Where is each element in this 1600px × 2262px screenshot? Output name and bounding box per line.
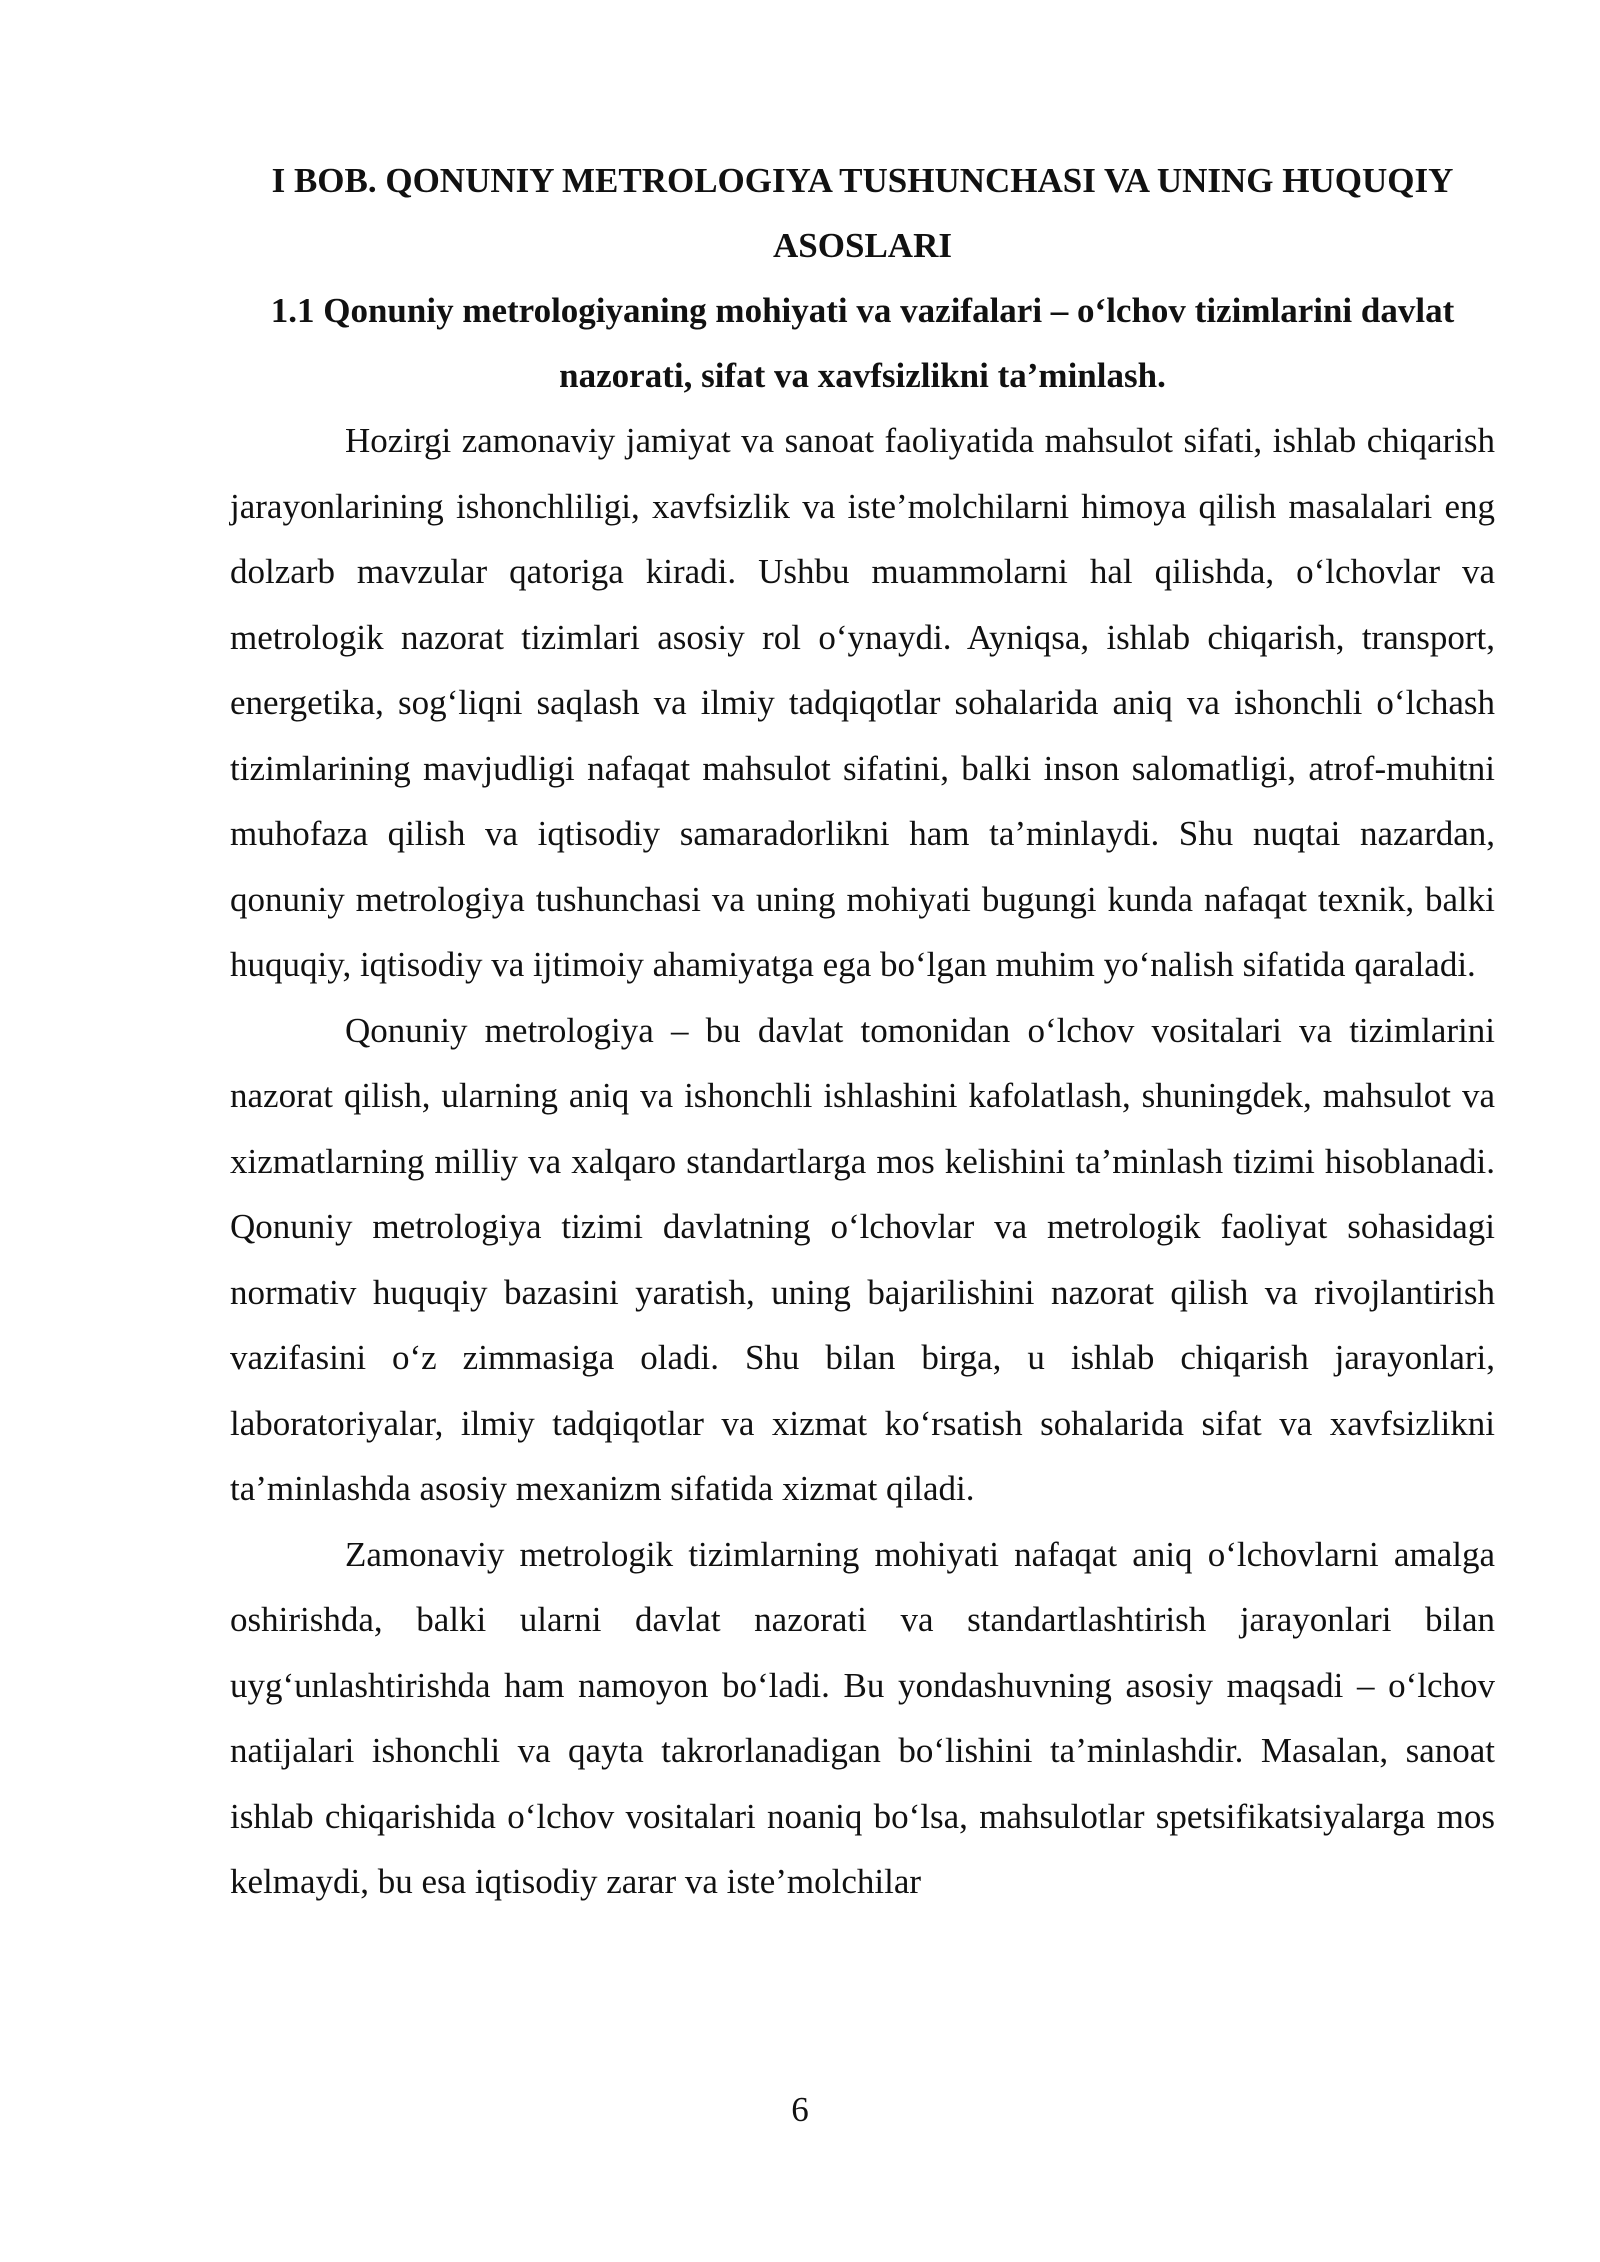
section-title: 1.1 Qonuniy metrologiyaning mohiyati va vazifalari – o‘lchov tizimlarini davlat nazorati, sifat va xavfsizlikni ta’minlash.	[270, 291, 1455, 395]
paragraph-3: Zamonaviy metrologik tizimlarning mohiyati nafaqat aniq o‘lchovlarni amalga oshirishda, balki ularni davlat nazorati va standartlashtirish jarayonlari bilan uyg‘unlashtirishda ham namoyon bo‘ladi. Bu yondashuvning asosiy maqsadi – o‘lchov natijalari ishonchli va qayta takrorlanadigan bo‘lishini ta’minlashdir. Masalan, sanoat ishlab chiqarishida o‘lchov vositalari noaniq bo‘lsa, mahsulotlar spetsifikatsiyalarga mos kelmaydi, bu esa iqtisodiy zarar va iste’molchilar	[230, 1534, 1495, 1901]
paragraph-2: Qonuniy metrologiya – bu davlat tomonidan o‘lchov vositalari va tizimlarini nazorat qilish, ularning aniq va ishonchli ishlashini kafolatlash, shuningdek, mahsulot va xizmatlarning milliy va xalqaro standartlarga mos kelishini ta’minlash tizimi hisoblanadi. Qonuniy metrologiya tizimi davlatning o‘lchovlar va metrologik faoliyat sohasidagi normativ huquqiy bazasini yaratish, uning bajarilishini nazorat qilish va rivojlantirish vazifasini o‘z zimmasiga oladi. Shu bilan birga, u ishlab chiqarish jarayonlari, laboratoriyalar, ilmiy tadqiqotlar va xizmat ko‘rsatish sohalarida sifat va xavfsizlikni ta’minlashda asosiy mexanizm sifatida xizmat qiladi.	[230, 1010, 1495, 1508]
chapter-title: I BOB. QONUNIY METROLOGIYA TUSHUNCHASI VA UNING HUQUQIY ASOSLARI	[271, 161, 1454, 265]
page-content	[230, 148, 1495, 1915]
paragraph-1: Hozirgi zamonaviy jamiyat va sanoat faoliyatida mahsulot sifati, ishlab chiqarish jarayonlarining ishonchliligi, xavfsizlik va iste’molchilarni himoya qilish masalalari eng dolzarb mavzular qatoriga kiradi. Ushbu muammolarni hal qilishda, o‘lchovlar va metrologik nazorat tizimlari asosiy rol o‘ynaydi. Ayniqsa, ishlab chiqarish, transport, energetika, sog‘liqni saqlash va ilmiy tadqiqotlar sohalarida aniq va ishonchli o‘lchash tizimlarining mavjudligi nafaqat mahsulot sifatini, balki inson salomatligi, atrof-muhitni muhofaza qilish va iqtisodiy samaradorlikni ham ta’minlaydi. Shu nuqtai nazardan, qonuniy metrologiya tushunchasi va uning mohiyati bugungi kunda nafaqat texnik, balki huquqiy, iqtisodiy va ijtimoiy ahamiyatga ega bo‘lgan muhim yo‘nalish sifatida qaraladi.	[230, 421, 1495, 984]
page-number: 6	[791, 2090, 809, 2129]
